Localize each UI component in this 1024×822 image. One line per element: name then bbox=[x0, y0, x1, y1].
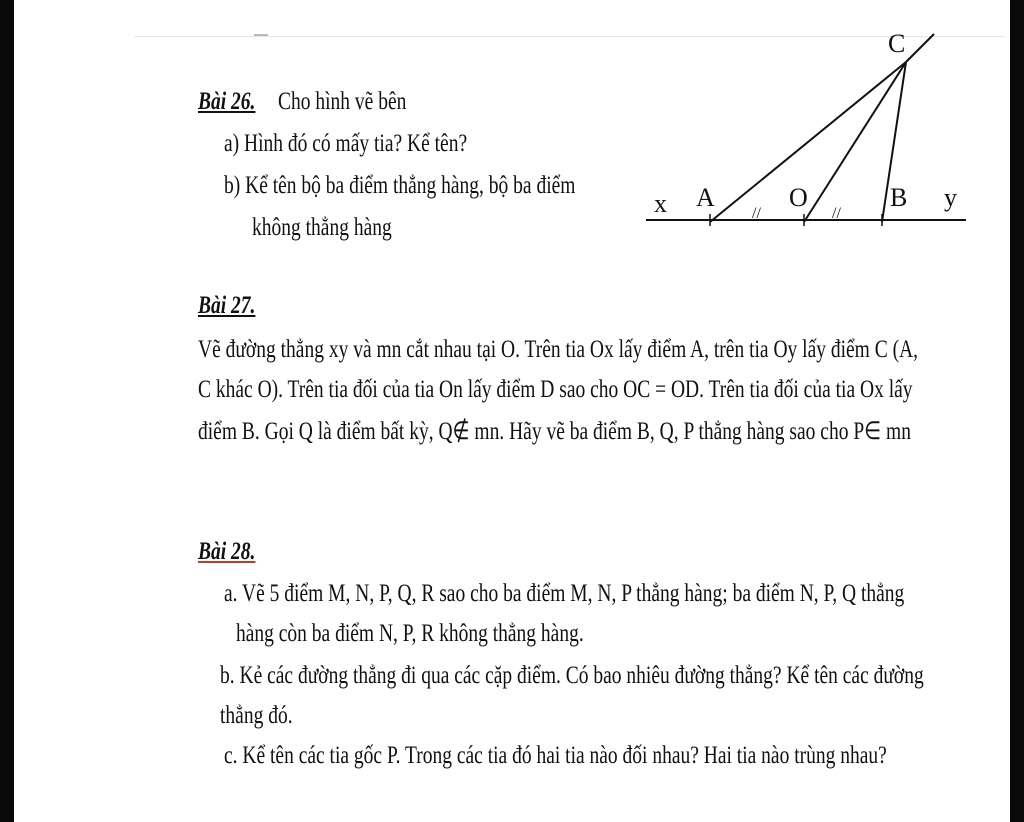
bai28-question-a-line1: a. Vẽ 5 điểm M, N, P, Q, R sao cho ba điểm M, N, P thẳng hàng; ba điểm N, P, Q thẳng bbox=[224, 580, 905, 607]
bai28-question-c: c. Kể tên các tia gốc P. Trong các tia đó hai tia nào đối nhau? Hai tia nào trùng nhau? bbox=[224, 742, 887, 769]
top-mark bbox=[254, 34, 268, 36]
bai28-title: Bài 28. bbox=[198, 538, 256, 565]
label-o: O bbox=[789, 183, 808, 212]
geometry-figure-svg bbox=[644, 30, 984, 240]
bai27-title: Bài 27. bbox=[198, 292, 256, 319]
bai26-question-b-line1: b) Kể tên bộ ba điểm thẳng hàng, bộ ba điểm bbox=[224, 172, 576, 199]
bai28-question-b-line1: b. Kẻ các đường thẳng đi qua các cặp điểm. Có bao nhiêu đường thẳng? Kể tên các đường bbox=[220, 662, 924, 689]
label-y: y bbox=[944, 183, 957, 212]
document-page bbox=[14, 0, 1010, 822]
bai27-line2: C khác O). Trên tia đối của tia On lấy điểm D sao cho OC = OD. Trên tia đối của tia Ox lấy bbox=[198, 376, 913, 403]
bai27-line3: điểm B. Gọi Q là điểm bất kỳ, Q∉ mn. Hãy vẽ ba điểm B, Q, P thẳng hàng sao cho P∈ mn bbox=[198, 418, 911, 445]
bai26-title: Bài 26. bbox=[198, 88, 256, 115]
label-a: A bbox=[696, 183, 715, 212]
tick-mark-ob: // bbox=[832, 205, 841, 222]
bai28-question-a-line2: hàng còn ba điểm N, P, R không thẳng hàng. bbox=[236, 620, 584, 647]
bai27-line1: Vẽ đường thẳng xy và mn cắt nhau tại O. Trên tia Ox lấy điểm A, trên tia Oy lấy điểm C (A, bbox=[198, 336, 919, 363]
label-b: B bbox=[890, 183, 908, 212]
bai28-question-b-line2: thẳng đó. bbox=[220, 702, 293, 729]
geometry-figure bbox=[644, 30, 984, 245]
tick-mark-ao: // bbox=[752, 205, 761, 222]
label-c: C bbox=[888, 30, 906, 58]
segment-c-extension bbox=[906, 34, 934, 62]
label-x: x bbox=[654, 189, 667, 218]
bai26-intro: Cho hình vẽ bên bbox=[278, 88, 407, 115]
segment-ca bbox=[710, 62, 906, 222]
bai26-question-a: a) Hình đó có mấy tia? Kể tên? bbox=[224, 130, 468, 157]
bai26-question-b-line2: không thẳng hàng bbox=[252, 214, 392, 241]
